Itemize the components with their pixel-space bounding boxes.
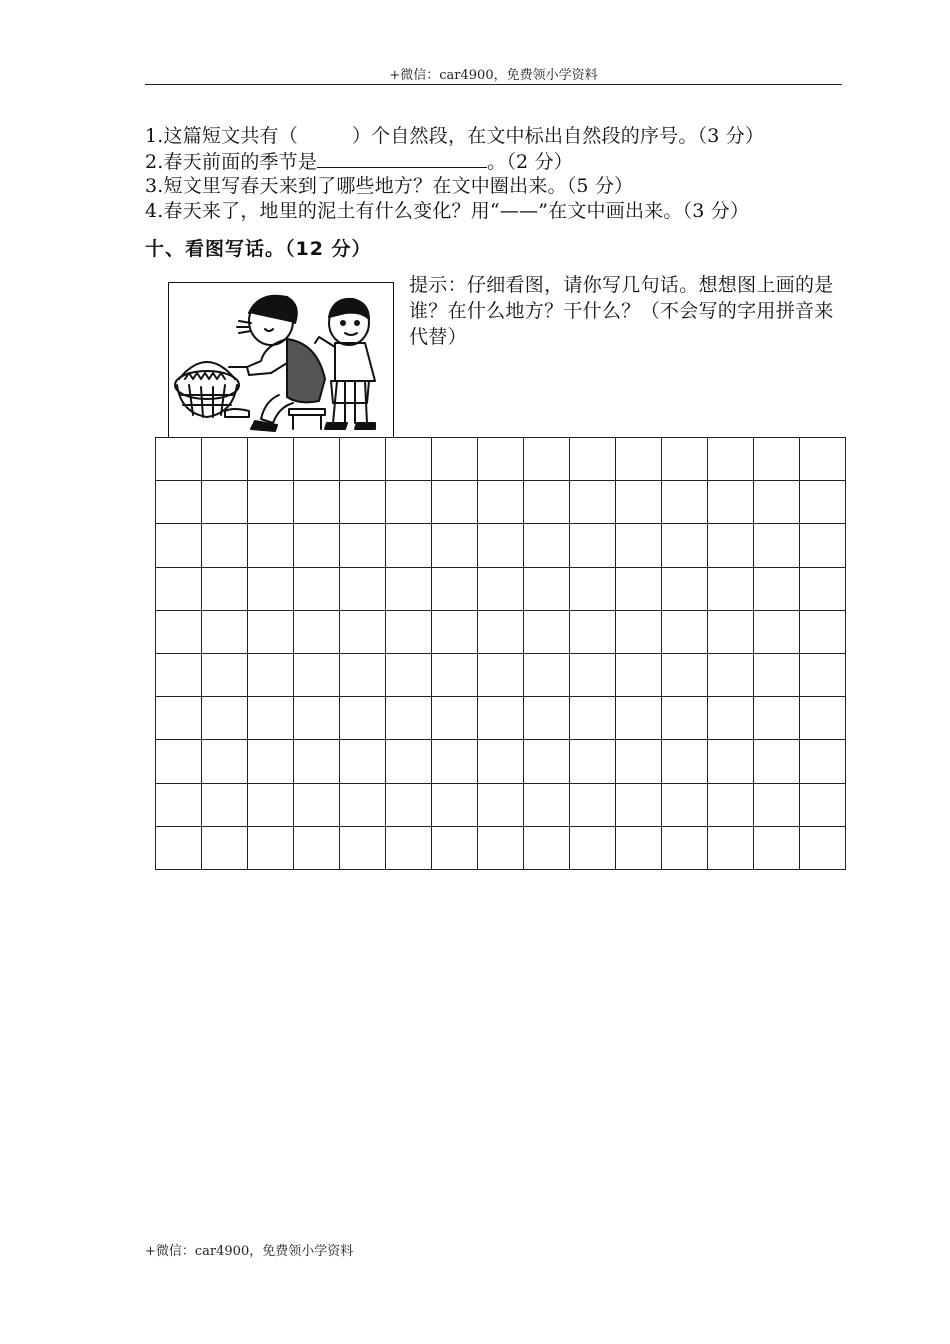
- grid-cell[interactable]: [386, 653, 432, 696]
- grid-cell[interactable]: [156, 438, 202, 481]
- grid-cell[interactable]: [156, 697, 202, 740]
- grid-cell[interactable]: [386, 740, 432, 783]
- grid-cell[interactable]: [248, 567, 294, 610]
- grid-cell[interactable]: [524, 524, 570, 567]
- grid-cell[interactable]: [662, 653, 708, 696]
- grid-cell[interactable]: [340, 481, 386, 524]
- grid-cell[interactable]: [478, 610, 524, 653]
- grid-cell[interactable]: [386, 567, 432, 610]
- grid-row: [156, 438, 846, 481]
- grid-cell[interactable]: [386, 438, 432, 481]
- grid-row: [156, 610, 846, 653]
- grid-cell[interactable]: [708, 740, 754, 783]
- grid-cell[interactable]: [156, 524, 202, 567]
- grid-cell[interactable]: [156, 826, 202, 869]
- grid-cell[interactable]: [386, 610, 432, 653]
- grid-cell[interactable]: [754, 567, 800, 610]
- grid-cell[interactable]: [570, 697, 616, 740]
- grid-cell[interactable]: [202, 567, 248, 610]
- grid-cell[interactable]: [662, 697, 708, 740]
- grid-cell[interactable]: [754, 826, 800, 869]
- grid-row: [156, 826, 846, 869]
- grid-cell[interactable]: [294, 653, 340, 696]
- grid-cell[interactable]: [340, 740, 386, 783]
- grid-cell[interactable]: [248, 697, 294, 740]
- grid-cell[interactable]: [524, 438, 570, 481]
- grid-cell[interactable]: [202, 826, 248, 869]
- grid-cell[interactable]: [248, 653, 294, 696]
- grid-cell[interactable]: [340, 826, 386, 869]
- grid-cell[interactable]: [616, 438, 662, 481]
- grid-cell[interactable]: [248, 438, 294, 481]
- grid-cell[interactable]: [570, 481, 616, 524]
- grid-cell[interactable]: [708, 481, 754, 524]
- hint-text: 提示：仔细看图，请你写几句话。想想图上画的是谁？在什么地方？干什么？（不会写的字用拼音来代替）: [409, 274, 834, 348]
- grid-cell[interactable]: [570, 524, 616, 567]
- grid-cell[interactable]: [294, 481, 340, 524]
- grid-cell[interactable]: [432, 481, 478, 524]
- grid-cell[interactable]: [570, 783, 616, 826]
- grid-cell[interactable]: [202, 697, 248, 740]
- grid-cell[interactable]: [432, 567, 478, 610]
- grid-cell[interactable]: [340, 438, 386, 481]
- grid-cell[interactable]: [202, 740, 248, 783]
- illustration: [168, 282, 394, 438]
- grid-cell[interactable]: [800, 610, 846, 653]
- grid-cell[interactable]: [202, 481, 248, 524]
- grid-row: [156, 567, 846, 610]
- grid-cell[interactable]: [662, 481, 708, 524]
- grid-cell[interactable]: [662, 826, 708, 869]
- grid-cell[interactable]: [294, 826, 340, 869]
- grid-cell[interactable]: [616, 740, 662, 783]
- grid-cell[interactable]: [570, 438, 616, 481]
- grid-cell[interactable]: [754, 697, 800, 740]
- question-3: 3.短文里写春天来到了哪些地方？在文中圈出来。（5 分）: [145, 175, 634, 197]
- grid-cell[interactable]: [616, 653, 662, 696]
- grid-cell[interactable]: [248, 610, 294, 653]
- question-1-after: ）个自然段，在文中标出自然段的序号。（3 分）: [351, 125, 765, 147]
- question-1: [145, 124, 764, 148]
- grid-cell[interactable]: [524, 826, 570, 869]
- grid-cell[interactable]: [524, 610, 570, 653]
- grid-cell[interactable]: [248, 481, 294, 524]
- grid-cell[interactable]: [340, 610, 386, 653]
- grid-cell[interactable]: [202, 438, 248, 481]
- grid-cell[interactable]: [294, 610, 340, 653]
- grid-row: [156, 740, 846, 783]
- grid-cell[interactable]: [202, 783, 248, 826]
- grid-cell[interactable]: [386, 524, 432, 567]
- grid-cell[interactable]: [340, 567, 386, 610]
- grid-cell[interactable]: [800, 826, 846, 869]
- grid-cell[interactable]: [800, 567, 846, 610]
- grid-cell[interactable]: [616, 697, 662, 740]
- grid-cell[interactable]: [386, 697, 432, 740]
- grid-cell[interactable]: [800, 740, 846, 783]
- question-2: [145, 149, 573, 174]
- grid-cell[interactable]: [754, 783, 800, 826]
- grid-cell[interactable]: [708, 524, 754, 567]
- grid-cell[interactable]: [248, 783, 294, 826]
- grid-cell[interactable]: [708, 610, 754, 653]
- grid-cell[interactable]: [708, 653, 754, 696]
- grid-cell[interactable]: [248, 740, 294, 783]
- grid-cell[interactable]: [478, 740, 524, 783]
- grid-row: [156, 697, 846, 740]
- grid-cell[interactable]: [616, 783, 662, 826]
- grid-cell[interactable]: [156, 610, 202, 653]
- grid-cell[interactable]: [478, 567, 524, 610]
- grid-cell[interactable]: [156, 783, 202, 826]
- grid-cell[interactable]: [294, 697, 340, 740]
- grid-cell[interactable]: [570, 567, 616, 610]
- grid-cell[interactable]: [616, 610, 662, 653]
- grid-row: [156, 481, 846, 524]
- grid-cell[interactable]: [432, 783, 478, 826]
- grid-cell[interactable]: [386, 826, 432, 869]
- page-footer: +微信：car4900，免费领小学资料: [145, 1244, 354, 1259]
- grid-cell[interactable]: [524, 697, 570, 740]
- grid-cell[interactable]: [616, 481, 662, 524]
- grid-cell[interactable]: [432, 653, 478, 696]
- grid-cell[interactable]: [294, 567, 340, 610]
- grid-row: [156, 524, 846, 567]
- grid-cell[interactable]: [478, 826, 524, 869]
- grid-cell[interactable]: [294, 524, 340, 567]
- grid-cell[interactable]: [156, 481, 202, 524]
- grid-cell[interactable]: [662, 567, 708, 610]
- grid-cell[interactable]: [432, 826, 478, 869]
- grid-cell[interactable]: [248, 524, 294, 567]
- grid-cell[interactable]: [754, 740, 800, 783]
- grid-cell[interactable]: [432, 524, 478, 567]
- question-1-before: 1.这篇短文共有（: [145, 125, 298, 147]
- section-title: 十、看图写话。（12 分）: [145, 238, 372, 260]
- grid-cell[interactable]: [524, 653, 570, 696]
- grid-cell[interactable]: [662, 783, 708, 826]
- grid-cell[interactable]: [340, 653, 386, 696]
- page-header: +微信：car4900，免费领小学资料: [389, 68, 598, 83]
- grid-cell[interactable]: [662, 610, 708, 653]
- grid-cell[interactable]: [340, 783, 386, 826]
- grid-cell[interactable]: [340, 697, 386, 740]
- grid-cell[interactable]: [386, 481, 432, 524]
- question-2-after: 。（2 分）: [487, 151, 573, 173]
- grid-cell[interactable]: [754, 524, 800, 567]
- grid-cell[interactable]: [478, 524, 524, 567]
- grid-cell[interactable]: [616, 524, 662, 567]
- grid-cell[interactable]: [708, 438, 754, 481]
- grid-cell[interactable]: [478, 783, 524, 826]
- header-divider: [145, 84, 842, 85]
- grid-cell[interactable]: [570, 826, 616, 869]
- grid-cell[interactable]: [432, 740, 478, 783]
- grid-cell[interactable]: [708, 783, 754, 826]
- grid-cell[interactable]: [478, 653, 524, 696]
- grid-cell[interactable]: [202, 653, 248, 696]
- question-2-blank[interactable]: [317, 149, 487, 168]
- grid-cell[interactable]: [800, 481, 846, 524]
- writing-grid: [155, 437, 846, 870]
- grid-row: [156, 783, 846, 826]
- grid-cell[interactable]: [432, 438, 478, 481]
- grid-cell[interactable]: [616, 567, 662, 610]
- writing-grid-body: [156, 438, 846, 870]
- grid-cell[interactable]: [432, 697, 478, 740]
- grid-cell[interactable]: [478, 481, 524, 524]
- grid-cell[interactable]: [478, 438, 524, 481]
- grid-cell[interactable]: [386, 783, 432, 826]
- grid-cell[interactable]: [340, 524, 386, 567]
- grid-cell[interactable]: [800, 524, 846, 567]
- grid-cell[interactable]: [524, 481, 570, 524]
- grid-cell[interactable]: [570, 653, 616, 696]
- grid-cell[interactable]: [524, 567, 570, 610]
- grid-cell[interactable]: [800, 697, 846, 740]
- grid-cell[interactable]: [708, 826, 754, 869]
- grid-cell[interactable]: [708, 567, 754, 610]
- grid-cell[interactable]: [662, 740, 708, 783]
- grid-cell[interactable]: [432, 610, 478, 653]
- grid-cell[interactable]: [708, 697, 754, 740]
- grid-cell[interactable]: [800, 783, 846, 826]
- grid-cell[interactable]: [662, 524, 708, 567]
- illustration-drawing: [169, 283, 393, 437]
- grid-cell[interactable]: [616, 826, 662, 869]
- grid-cell[interactable]: [754, 653, 800, 696]
- grid-cell[interactable]: [570, 610, 616, 653]
- grid-cell[interactable]: [662, 438, 708, 481]
- grid-cell[interactable]: [570, 740, 616, 783]
- grid-cell[interactable]: [294, 438, 340, 481]
- grid-cell[interactable]: [202, 610, 248, 653]
- grid-cell[interactable]: [202, 524, 248, 567]
- grid-cell[interactable]: [754, 438, 800, 481]
- grid-cell[interactable]: [156, 653, 202, 696]
- grid-cell[interactable]: [800, 653, 846, 696]
- grid-cell[interactable]: [156, 740, 202, 783]
- grid-cell[interactable]: [800, 438, 846, 481]
- question-4: 4.春天来了，地里的泥土有什么变化？用“——”在文中画出来。（3 分）: [145, 200, 750, 222]
- grid-cell[interactable]: [248, 826, 294, 869]
- grid-cell[interactable]: [524, 740, 570, 783]
- grid-cell[interactable]: [754, 481, 800, 524]
- question-2-before: 2.春天前面的季节是: [145, 151, 318, 173]
- grid-row: [156, 653, 846, 696]
- grid-cell[interactable]: [754, 610, 800, 653]
- grid-cell[interactable]: [294, 740, 340, 783]
- grid-cell[interactable]: [524, 783, 570, 826]
- grid-cell[interactable]: [156, 567, 202, 610]
- grid-cell[interactable]: [478, 697, 524, 740]
- grid-cell[interactable]: [294, 783, 340, 826]
